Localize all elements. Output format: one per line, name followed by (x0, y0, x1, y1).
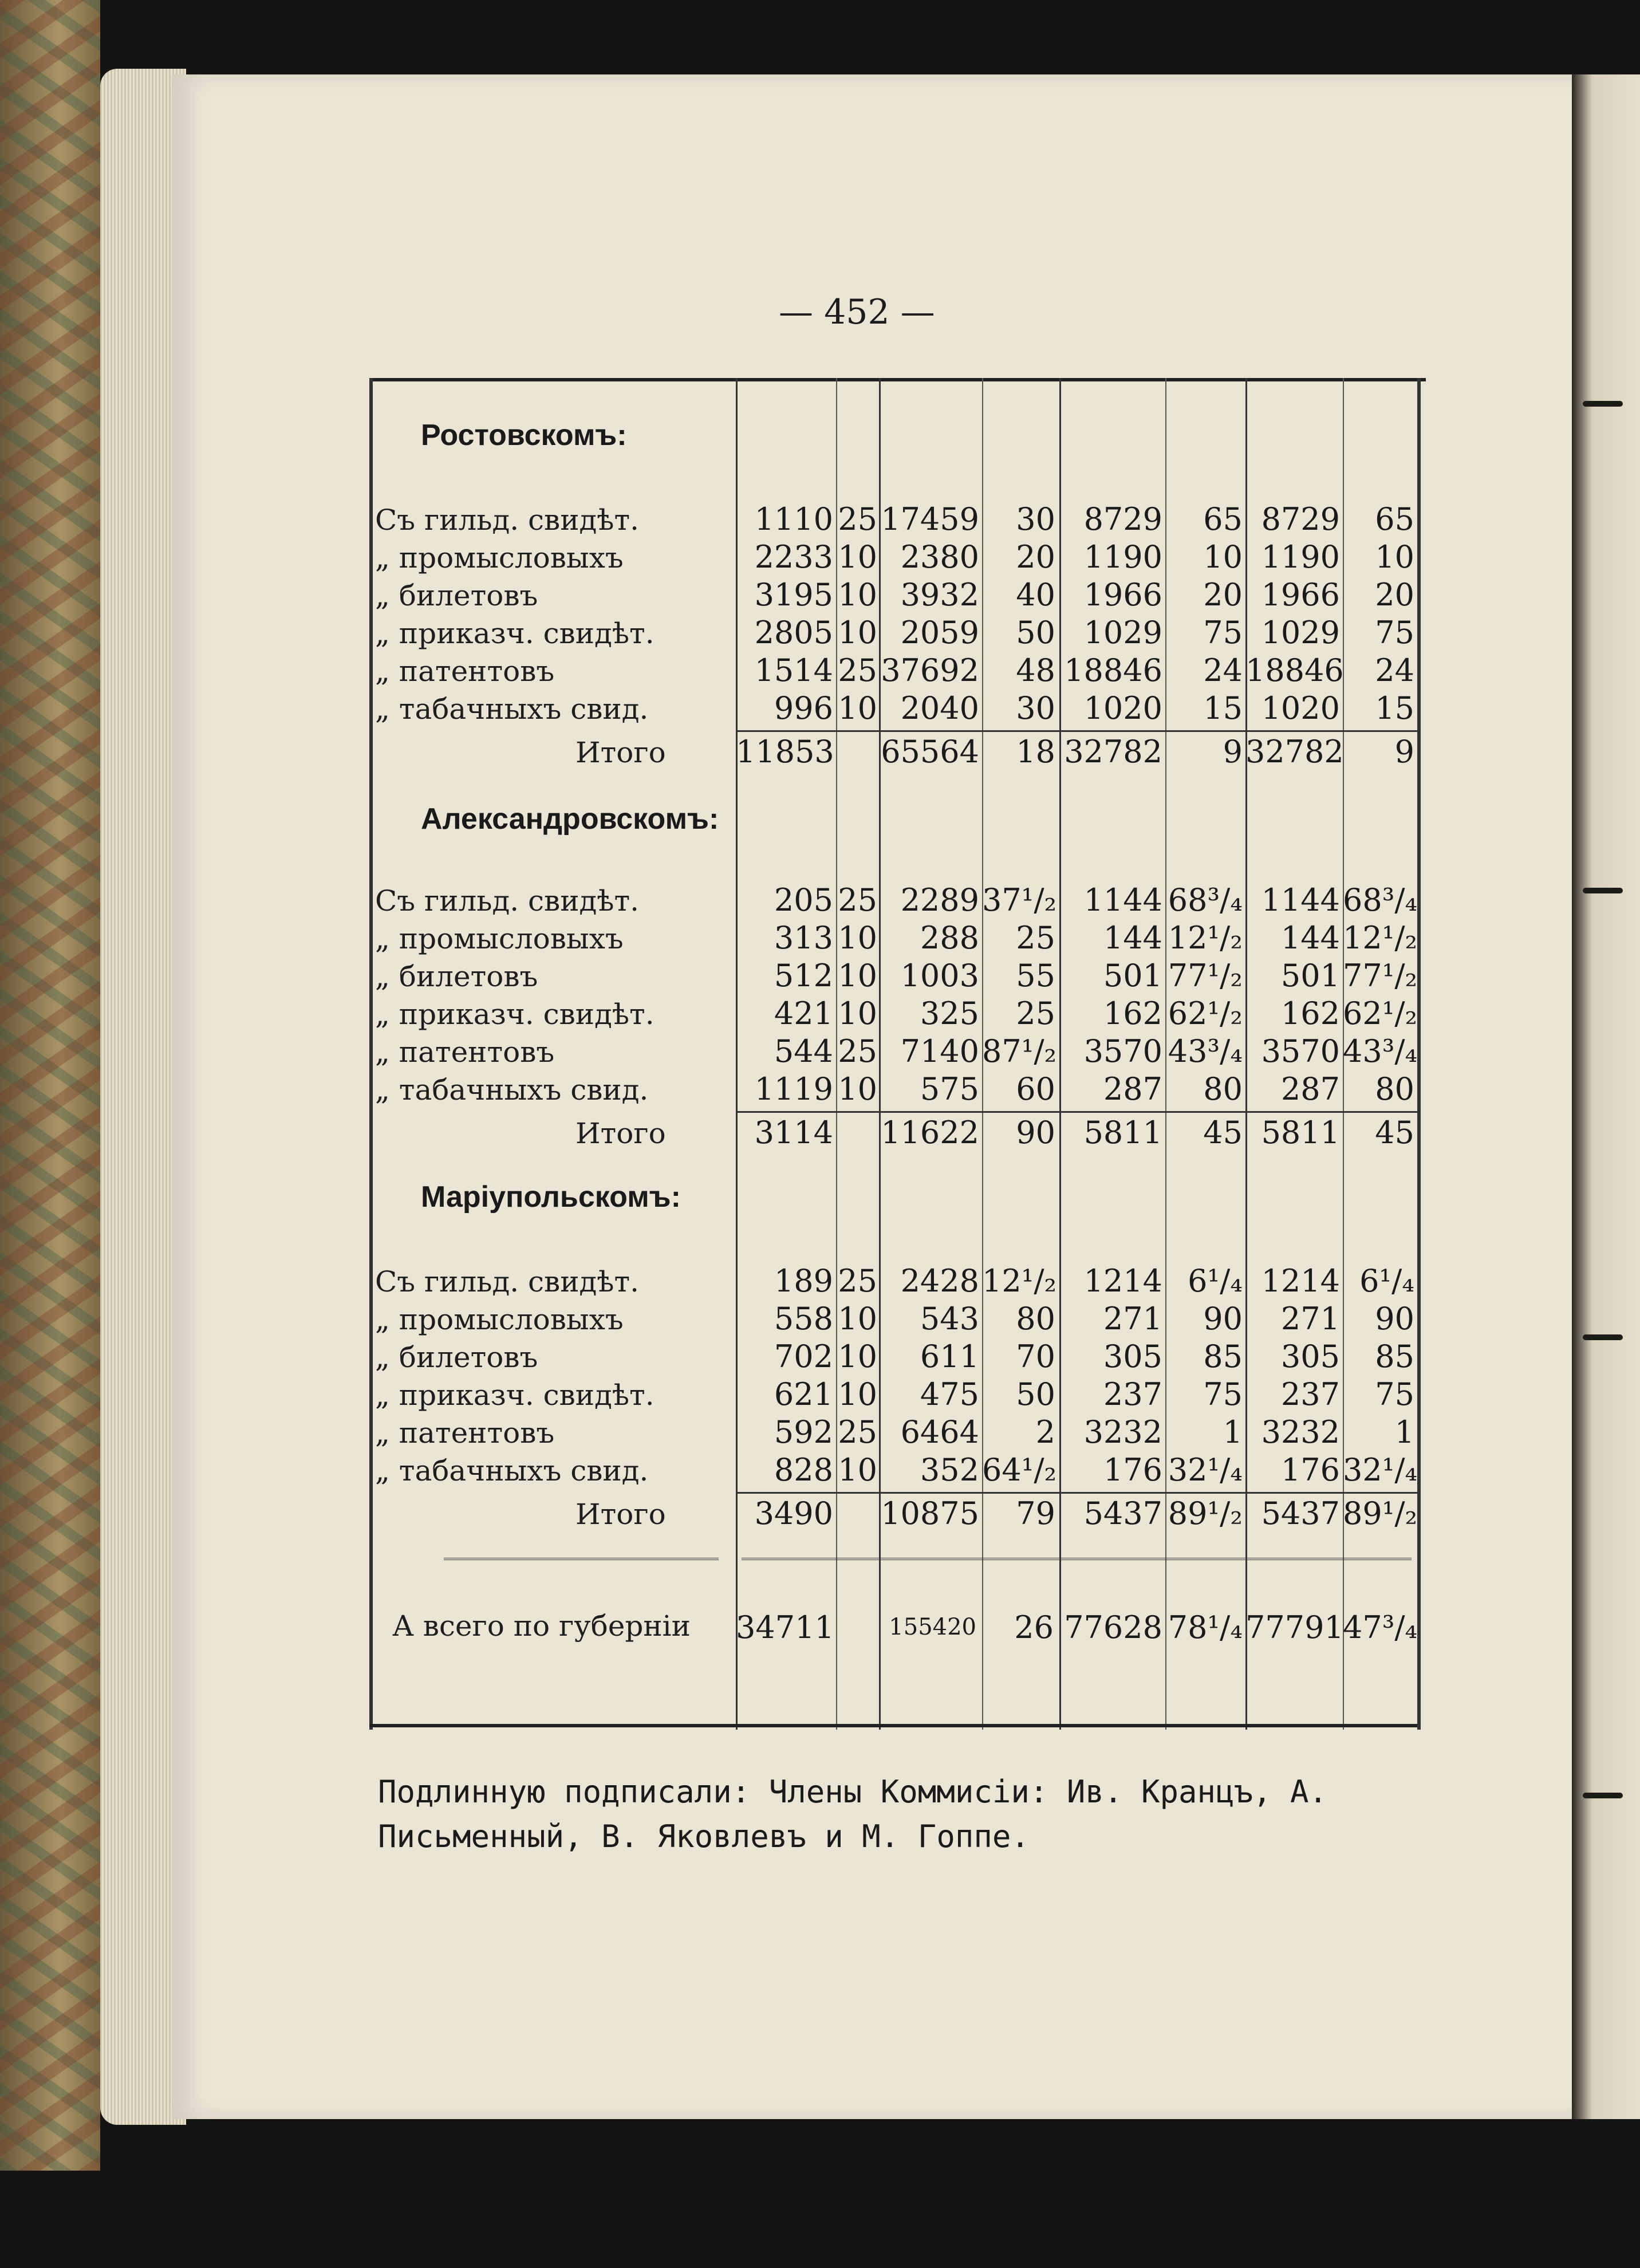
grand-total-value: 77791 (1245, 1609, 1344, 1645)
cell-value: 543 (920, 1301, 979, 1337)
cell-value: 32¹/₄ (1343, 1452, 1418, 1488)
cell-value: 1029 (1261, 615, 1340, 651)
cell-value: 87¹/₂ (982, 1033, 1057, 1069)
cell-value: 17459 (881, 501, 979, 537)
cell-value: 65 (1203, 501, 1243, 537)
cell-value: 271 (1280, 1301, 1340, 1337)
cell-value: 68³/₄ (1168, 882, 1243, 918)
cell-value: 1190 (1261, 539, 1340, 575)
cell-value: 10 (838, 690, 877, 726)
cell-value: 18846 (1064, 652, 1162, 688)
cell-value: 55 (1016, 958, 1055, 994)
total-label: Итого (575, 736, 666, 769)
cell-value: 80 (1203, 1071, 1243, 1107)
cell-value: 25 (838, 882, 877, 918)
section-title: Ростовскомъ: (421, 419, 627, 452)
cell-value: 24 (1203, 652, 1243, 688)
cell-value: 1214 (1083, 1263, 1162, 1299)
cell-value: 24 (1375, 652, 1414, 688)
cell-value: 40 (1016, 577, 1055, 613)
cell-value: 80 (1016, 1301, 1055, 1337)
row-label: „ табачныхъ свид. (375, 1073, 649, 1107)
cell-value: 1 (1394, 1414, 1414, 1450)
cell-value: 12¹/₂ (1168, 920, 1243, 956)
cell-value: 48 (1016, 652, 1055, 688)
cell-value: 25 (838, 652, 877, 688)
cell-value: 7140 (900, 1033, 979, 1069)
cell-value: 10 (838, 1338, 877, 1375)
row-label: „ приказч. свидѣт. (375, 1379, 655, 1412)
total-label: Итого (575, 1117, 666, 1150)
cell-value: 162 (1280, 995, 1340, 1031)
cell-value: 1029 (1083, 615, 1162, 651)
cell-value: 325 (920, 995, 979, 1031)
cell-value: 15 (1375, 690, 1414, 726)
cell-value: 2059 (900, 615, 979, 651)
cell-value: 189 (774, 1263, 833, 1299)
total-value: 5437 (1083, 1495, 1162, 1531)
cell-value: 352 (920, 1452, 979, 1488)
total-value: 45 (1375, 1115, 1414, 1151)
page-marker (1583, 1334, 1623, 1340)
cell-value: 1214 (1261, 1263, 1340, 1299)
cell-value: 75 (1375, 1376, 1414, 1412)
cell-value: 288 (920, 920, 979, 956)
total-value: 65564 (881, 734, 979, 770)
row-label: „ табачныхъ свид. (375, 1454, 649, 1487)
total-value: 90 (1016, 1115, 1055, 1151)
grand-total-value: 155420 (889, 1614, 976, 1640)
cell-value: 62¹/₂ (1343, 995, 1418, 1031)
cell-value: 237 (1280, 1376, 1340, 1412)
cell-value: 15 (1203, 690, 1243, 726)
cell-value: 305 (1103, 1338, 1162, 1375)
cell-value: 3232 (1261, 1414, 1340, 1450)
row-label: „ табачныхъ свид. (375, 692, 649, 726)
grand-total-rule (742, 1558, 1412, 1564)
cell-value: 50 (1016, 1376, 1055, 1412)
cell-value: 85 (1203, 1338, 1243, 1375)
cell-value: 313 (774, 920, 833, 956)
cell-value: 10 (838, 1301, 877, 1337)
grand-total-rule (444, 1558, 719, 1564)
cell-value: 10 (838, 920, 877, 956)
cell-value: 2289 (900, 882, 979, 918)
row-label: „ патентовъ (375, 1035, 555, 1069)
cell-value: 10 (1203, 539, 1243, 575)
cell-value: 37¹/₂ (982, 882, 1057, 918)
cell-value: 2040 (900, 690, 979, 726)
cell-value: 10 (838, 615, 877, 651)
cell-value: 25 (838, 1414, 877, 1450)
total-value: 9 (1223, 734, 1243, 770)
row-label: Съ гильд. свидѣт. (375, 1265, 640, 1298)
cell-value: 37692 (881, 652, 979, 688)
cell-value: 30 (1016, 690, 1055, 726)
cell-value: 176 (1280, 1452, 1340, 1488)
total-value: 45 (1203, 1115, 1243, 1151)
cell-value: 10 (838, 539, 877, 575)
cell-value: 10 (1375, 539, 1414, 575)
cell-value: 20 (1016, 539, 1055, 575)
ledger-table (369, 378, 1426, 2268)
cell-value: 10 (838, 1071, 877, 1107)
total-value: 79 (1016, 1495, 1055, 1531)
cell-value: 621 (774, 1376, 833, 1412)
cell-value: 1020 (1083, 690, 1162, 726)
cell-value: 85 (1375, 1338, 1414, 1375)
cell-value: 1020 (1261, 690, 1340, 726)
cell-value: 90 (1375, 1301, 1414, 1337)
total-value: 5811 (1261, 1115, 1340, 1151)
page-marker (1583, 401, 1623, 407)
row-label: „ билетовъ (375, 1341, 538, 1374)
cell-value: 501 (1103, 958, 1162, 994)
cell-value: 3932 (900, 577, 979, 613)
total-value: 11622 (881, 1115, 979, 1151)
cell-value: 1144 (1261, 882, 1340, 918)
cell-value: 475 (920, 1376, 979, 1412)
row-label: „ патентовъ (375, 1416, 555, 1450)
cell-value: 10 (838, 995, 877, 1031)
cell-value: 2 (1035, 1414, 1055, 1450)
cell-value: 1966 (1083, 577, 1162, 613)
cell-value: 237 (1103, 1376, 1162, 1412)
subtotal-rule (736, 1492, 1417, 1494)
total-value: 3114 (754, 1115, 833, 1151)
cell-value: 25 (838, 501, 877, 537)
section-title: Маріупольскомъ: (421, 1180, 681, 1214)
cell-value: 6¹/₄ (1359, 1263, 1414, 1299)
cell-value: 65 (1375, 501, 1414, 537)
cell-value: 25 (838, 1033, 877, 1069)
cell-value: 25 (1016, 995, 1055, 1031)
row-label: „ промысловыхъ (375, 1303, 624, 1336)
cell-value: 996 (774, 690, 833, 726)
cell-value: 32¹/₄ (1168, 1452, 1243, 1488)
row-label: „ приказч. свидѣт. (375, 617, 655, 650)
cell-value: 10 (838, 577, 877, 613)
cell-value: 287 (1280, 1071, 1340, 1107)
section-title: Александровскомъ: (421, 802, 719, 836)
cell-value: 501 (1280, 958, 1340, 994)
cell-value: 6¹/₄ (1188, 1263, 1243, 1299)
cell-value: 60 (1016, 1071, 1055, 1107)
cell-value: 162 (1103, 995, 1162, 1031)
cell-value: 1119 (754, 1071, 833, 1107)
cell-value: 43³/₄ (1343, 1033, 1418, 1069)
total-value: 10875 (881, 1495, 979, 1531)
total-value: 32782 (1064, 734, 1162, 770)
cell-value: 287 (1103, 1071, 1162, 1107)
cell-value: 6464 (900, 1414, 979, 1450)
row-label: „ билетовъ (375, 960, 538, 993)
cell-value: 90 (1203, 1301, 1243, 1337)
cell-value: 2380 (900, 539, 979, 575)
cell-value: 828 (774, 1452, 833, 1488)
total-value: 32782 (1245, 734, 1344, 770)
cell-value: 2428 (900, 1263, 979, 1299)
cell-value: 64¹/₂ (982, 1452, 1057, 1488)
cell-value: 512 (774, 958, 833, 994)
grand-total-value: 78¹/₄ (1168, 1609, 1243, 1645)
total-value: 3490 (754, 1495, 833, 1531)
grand-total-value: 26 (1014, 1609, 1054, 1645)
signature-note: Подлинную подписали: Члены Коммисіи: Ив. Кранцъ, А. Письменный, В. Яковлевъ и М. Гоппе. (378, 1774, 1328, 1854)
cell-value: 144 (1103, 920, 1162, 956)
cell-value: 544 (774, 1033, 833, 1069)
page-marker (1583, 888, 1623, 893)
cell-value: 1110 (754, 501, 833, 537)
cell-value: 75 (1375, 615, 1414, 651)
total-value: 89¹/₂ (1168, 1495, 1243, 1531)
cell-value: 20 (1203, 577, 1243, 613)
cell-value: 75 (1203, 615, 1243, 651)
row-label: Съ гильд. свидѣт. (375, 503, 640, 537)
cell-value: 176 (1103, 1452, 1162, 1488)
row-label: „ билетовъ (375, 579, 538, 612)
cell-value: 2233 (754, 539, 833, 575)
cell-value: 421 (774, 995, 833, 1031)
table-right-rule (1417, 378, 1421, 1730)
cell-value: 68³/₄ (1343, 882, 1418, 918)
facing-page-edge (1572, 74, 1640, 2119)
cell-value: 75 (1203, 1376, 1243, 1412)
total-value: 5437 (1261, 1495, 1340, 1531)
total-value: 18 (1016, 734, 1055, 770)
cell-value: 305 (1280, 1338, 1340, 1375)
page-marker (1583, 1793, 1623, 1798)
cell-value: 3195 (754, 577, 833, 613)
row-label: „ промысловыхъ (375, 922, 624, 955)
page-number: — 452 — (779, 292, 935, 332)
total-value: 5811 (1083, 1115, 1162, 1151)
grand-total-value: 77628 (1064, 1609, 1162, 1645)
cell-value: 8729 (1083, 501, 1162, 537)
cell-value: 3570 (1083, 1033, 1162, 1069)
total-value: 89¹/₂ (1343, 1495, 1418, 1531)
cell-value: 592 (774, 1414, 833, 1450)
grand-total-value: 47³/₄ (1343, 1609, 1418, 1645)
cell-value: 20 (1375, 577, 1414, 613)
cell-value: 12¹/₂ (1343, 920, 1418, 956)
cell-value: 10 (838, 1376, 877, 1412)
row-label: „ промысловыхъ (375, 541, 624, 574)
cell-value: 1190 (1083, 539, 1162, 575)
cell-value: 575 (920, 1071, 979, 1107)
total-label: Итого (575, 1498, 666, 1531)
cell-value: 205 (774, 882, 833, 918)
table-left-rule (369, 378, 373, 1730)
cell-value: 10 (838, 1452, 877, 1488)
table-top-rule (369, 378, 1426, 381)
cell-value: 18846 (1245, 652, 1344, 688)
cell-value: 271 (1103, 1301, 1162, 1337)
cell-value: 12¹/₂ (982, 1263, 1057, 1299)
cell-value: 30 (1016, 501, 1055, 537)
row-label: „ приказч. свидѣт. (375, 998, 655, 1031)
row-label: Съ гильд. свидѣт. (375, 884, 640, 918)
grand-total-value: 34711 (736, 1609, 834, 1645)
cell-value: 2805 (754, 615, 833, 651)
cell-value: 144 (1280, 920, 1340, 956)
book-spine (0, 0, 100, 2171)
cell-value: 77¹/₂ (1343, 958, 1418, 994)
cell-value: 50 (1016, 615, 1055, 651)
table-bottom-rule (369, 1724, 1417, 1727)
cell-value: 702 (774, 1338, 833, 1375)
cell-value: 1144 (1083, 882, 1162, 918)
cell-value: 1 (1223, 1414, 1243, 1450)
cell-value: 43³/₄ (1168, 1033, 1243, 1069)
cell-value: 611 (920, 1338, 979, 1375)
cell-value: 80 (1375, 1071, 1414, 1107)
grand-total-label: А всего по губерніи (392, 1609, 691, 1643)
cell-value: 70 (1016, 1338, 1055, 1375)
cell-value: 10 (838, 958, 877, 994)
subtotal-rule (736, 730, 1417, 732)
cell-value: 62¹/₂ (1168, 995, 1243, 1031)
cell-value: 3570 (1261, 1033, 1340, 1069)
cell-value: 25 (838, 1263, 877, 1299)
cell-value: 558 (774, 1301, 833, 1337)
cell-value: 25 (1016, 920, 1055, 956)
total-value: 11853 (736, 734, 834, 770)
cell-value: 1003 (900, 958, 979, 994)
subtotal-rule (736, 1111, 1417, 1113)
cell-value: 1514 (754, 652, 833, 688)
total-value: 9 (1394, 734, 1414, 770)
row-label: „ патентовъ (375, 655, 555, 688)
cell-value: 1966 (1261, 577, 1340, 613)
cell-value: 3232 (1083, 1414, 1162, 1450)
cell-value: 77¹/₂ (1168, 958, 1243, 994)
cell-value: 8729 (1261, 501, 1340, 537)
